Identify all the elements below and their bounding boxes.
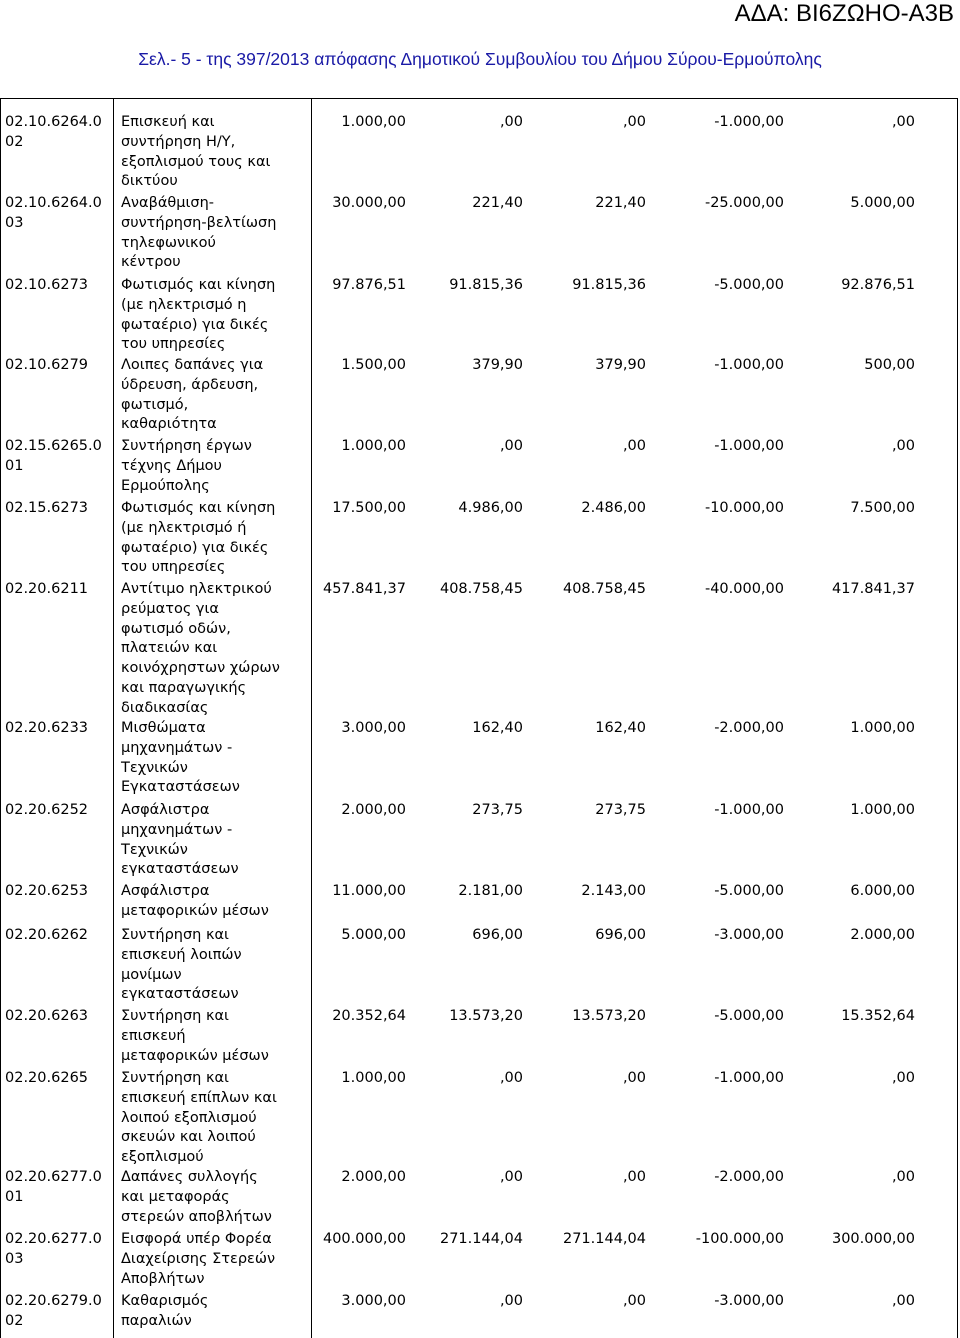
amount-cell: 2.181,00 [458,883,523,899]
amount-cell: 408.758,45 [562,581,646,597]
account-description: Εισφορά υπέρ Φορέα Διαχείρισης Στερεών Αποβλήτων [121,1231,276,1287]
amount-cell: 162,40 [472,720,523,736]
amount-cell: ,00 [622,114,646,130]
amount-cell: 2.000,00 [341,1169,406,1185]
page-subtitle: Σελ.- 5 - της 397/2013 απόφασης Δημοτικού Συμβουλίου του Δήμου Σύρου-Ερμούπολης [138,49,822,69]
amount-cell: ,00 [622,438,646,454]
account-code: 02.15.6273 [5,500,89,516]
amount-cell: 162,40 [595,720,646,736]
amount-cell: 13.573,20 [449,1008,523,1024]
account-description: Φωτισμός και κίνηση (με ηλεκτρισμό ή φωταέριο) για δικές του υπηρεσίες [121,500,276,576]
amount-cell: 300.000,00 [831,1231,915,1247]
amount-cell: 271.144,04 [562,1231,646,1247]
account-description: Λοιπες δαπάνες για ύδρευση, άρδευση, φωτισμό, καθαριότητα [121,357,264,433]
amount-cell: 273,75 [472,802,523,818]
amount-cell: 17.500,00 [332,500,406,516]
amount-cell: -100.000,00 [695,1231,784,1247]
amount-cell: 400.000,00 [322,1231,406,1247]
account-description: Αντίτιμο ηλεκτρικού ρεύματος για φωτισμό οδών, πλατειών και κοινόχρηστων χώρων και παραγωγικής διαδικασίας [121,581,280,716]
amount-cell: -1.000,00 [714,802,784,818]
amount-cell: 2.000,00 [850,927,915,943]
amount-cell: 2.000,00 [341,802,406,818]
amount-cell: 273,75 [595,802,646,818]
amount-cell: ,00 [622,1070,646,1086]
account-code: 02.10.6273 [5,277,89,293]
account-description: Συντήρηση και επισκευή επίπλων και λοιπού εξοπλισμού σκευών και λοιπού εξοπλισμού [121,1070,277,1166]
amount-cell: 1.000,00 [341,114,406,130]
account-code: 02.20.6262 [5,927,89,943]
amount-cell: 696,00 [595,927,646,943]
account-description: Δαπάνες συλλογής και μεταφοράς στερεών αποβλήτων [121,1169,272,1225]
amount-cell: -3.000,00 [714,927,784,943]
budget-table [0,98,958,1338]
amount-cell: ,00 [499,1070,523,1086]
amount-cell: ,00 [891,1169,915,1185]
amount-cell: 3.000,00 [341,1293,406,1309]
amount-cell: ,00 [622,1169,646,1185]
amount-cell: ,00 [499,1169,523,1185]
column-divider [113,99,114,1338]
amount-cell: 5.000,00 [850,195,915,211]
amount-cell: 2.486,00 [581,500,646,516]
amount-cell: 408.758,45 [439,581,523,597]
amount-cell: -2.000,00 [714,1169,784,1185]
amount-cell: -1.000,00 [714,1070,784,1086]
amount-cell: 3.000,00 [341,720,406,736]
amount-cell: 1.000,00 [341,438,406,454]
amount-cell: -2.000,00 [714,720,784,736]
amount-cell: 1.000,00 [850,802,915,818]
amount-cell: ,00 [891,438,915,454]
amount-cell: 500,00 [864,357,915,373]
amount-cell: ,00 [499,1293,523,1309]
amount-cell: -1.000,00 [714,114,784,130]
amount-cell: 2.143,00 [581,883,646,899]
amount-cell: 379,90 [595,357,646,373]
amount-cell: 30.000,00 [332,195,406,211]
amount-cell: ,00 [499,114,523,130]
amount-cell: 696,00 [472,927,523,943]
amount-cell: 417.841,37 [831,581,915,597]
account-description: Αναβάθμιση- συντήρηση-βελτίωση τηλεφωνικού κέντρου [121,195,277,271]
amount-cell: 7.500,00 [850,500,915,516]
amount-cell: 221,40 [472,195,523,211]
amount-cell: 1.000,00 [341,1070,406,1086]
amount-cell: 379,90 [472,357,523,373]
account-code: 02.20.6233 [5,720,89,736]
amount-cell: ,00 [891,1070,915,1086]
amount-cell: -5.000,00 [714,1008,784,1024]
account-description: Μισθώματα μηχανημάτων - Τεχνικών Εγκαταστάσεων [121,720,240,796]
amount-cell: 20.352,64 [332,1008,406,1024]
account-description: Ασφάλιστρα μηχανημάτων - Τεχνικών εγκαταστάσεων [121,802,239,878]
account-code: 02.10.6264.0 03 [5,195,102,231]
account-code: 02.20.6277.0 03 [5,1231,102,1267]
amount-cell: -3.000,00 [714,1293,784,1309]
account-code: 02.20.6263 [5,1008,89,1024]
amount-cell: -1.000,00 [714,357,784,373]
amount-cell: ,00 [622,1293,646,1309]
account-code: 02.20.6211 [5,581,89,597]
amount-cell: 91.815,36 [572,277,646,293]
account-code: 02.20.6277.0 01 [5,1169,102,1205]
column-divider [311,99,312,1338]
amount-cell: -40.000,00 [704,581,784,597]
amount-cell: ,00 [499,438,523,454]
amount-cell: 1.500,00 [341,357,406,373]
amount-cell: -5.000,00 [714,883,784,899]
amount-cell: 4.986,00 [458,500,523,516]
account-code: 02.20.6265 [5,1070,89,1086]
account-code: 02.20.6279.0 02 [5,1293,102,1329]
account-code: 02.10.6279 [5,357,89,373]
amount-cell: 6.000,00 [850,883,915,899]
account-description: Συντήρηση και επισκευή λοιπών μονίμων εγκαταστάσεων [121,927,242,1003]
account-code: 02.10.6264.0 02 [5,114,102,150]
account-code: 02.20.6252 [5,802,89,818]
amount-cell: ,00 [891,1293,915,1309]
amount-cell: -1.000,00 [714,438,784,454]
amount-cell: 221,40 [595,195,646,211]
account-code: 02.15.6265.0 01 [5,438,102,474]
account-description: Επισκευή και συντήρηση Η/Υ, εξοπλισμού τους και δικτύου [121,114,271,190]
amount-cell: 91.815,36 [449,277,523,293]
amount-cell: 271.144,04 [439,1231,523,1247]
amount-cell: ,00 [891,114,915,130]
amount-cell: -25.000,00 [704,195,784,211]
account-description: Συντήρηση έργων τέχνης Δήμου Ερμούπολης [121,438,252,494]
amount-cell: 11.000,00 [332,883,406,899]
amount-cell: 1.000,00 [850,720,915,736]
amount-cell: 13.573,20 [572,1008,646,1024]
amount-cell: 97.876,51 [332,277,406,293]
ada-code: ΑΔΑ: ΒΙ6ΖΩΗΟ-Α3Β [734,0,954,27]
account-description: Συντήρηση και επισκευή μεταφορικών μέσων [121,1008,269,1064]
account-description: Καθαρισμός παραλιών [121,1293,209,1329]
amount-cell: 92.876,51 [841,277,915,293]
account-description: Ασφάλιστρα μεταφορικών μέσων [121,883,269,919]
amount-cell: -10.000,00 [704,500,784,516]
amount-cell: 15.352,64 [841,1008,915,1024]
account-code: 02.20.6253 [5,883,89,899]
account-description: Φωτισμός και κίνηση (με ηλεκτρισμό η φωταέριο) για δικές του υπηρεσίες [121,277,276,353]
amount-cell: 5.000,00 [341,927,406,943]
amount-cell: -5.000,00 [714,277,784,293]
amount-cell: 457.841,37 [322,581,406,597]
